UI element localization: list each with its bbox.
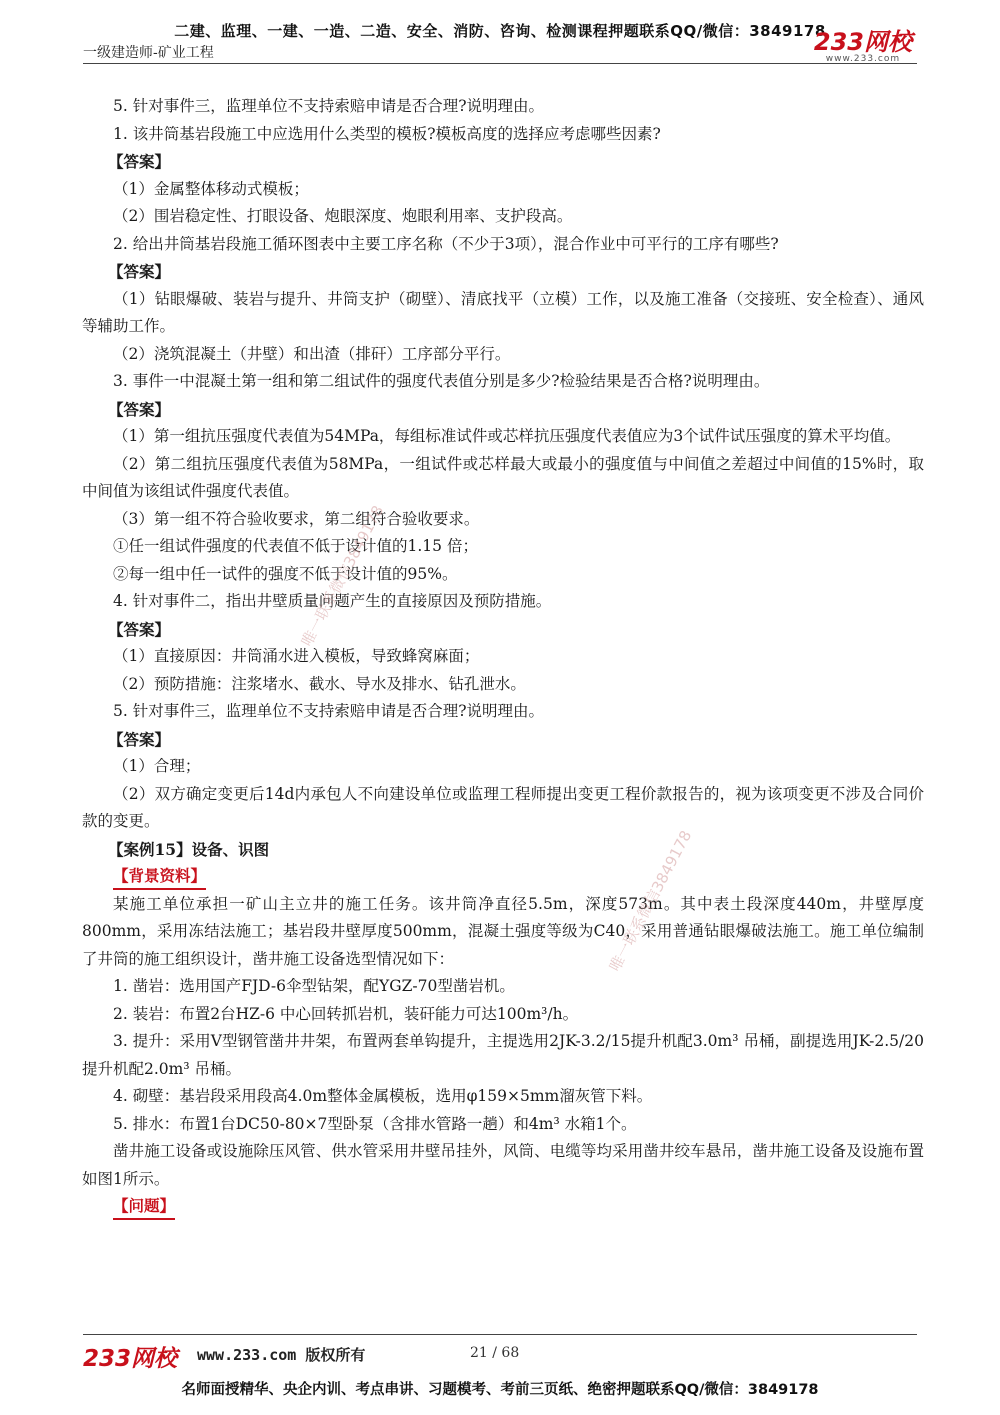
- brand-logo: [814, 30, 912, 64]
- answer-heading: 【答案】: [108, 729, 171, 749]
- header-banner: 二建、监理、一建、一造、二造、安全、消防、咨询、检测课程押题联系QQ/微信：3849178: [174, 22, 826, 40]
- paragraph: （3）第一组不符合验收要求，第二组符合验收要求。: [113, 509, 480, 528]
- paragraph: （1）合理；: [113, 757, 201, 775]
- footer-divider: [83, 1334, 917, 1335]
- copyright: [197, 1344, 365, 1365]
- paragraph: （2）围岩稳定性、打眼设备、炮眼深度、炮眼利用率、支护段高。: [113, 207, 573, 225]
- answer-heading: 【答案】: [108, 152, 171, 171]
- paragraph: （2）预防措施：注浆堵水、截水、导水及排水、钻孔泄水。: [113, 674, 526, 693]
- paragraph: （1）直接原因：井筒涌水进入模板，导致蜂窝麻面；: [113, 647, 480, 665]
- answer-heading: 【答案】: [108, 262, 171, 281]
- paragraph: （2）双方确定变更后14d内承包人不向建设单位或监理工程师提出变更工程价款报告的，视为该项变更不涉及合同价款的变更。: [82, 784, 924, 830]
- paragraph: （2）浇筑混凝土（井壁）和出渣（排矸）工序部分平行。: [113, 344, 511, 363]
- answer-heading: 【答案】: [108, 619, 171, 639]
- paragraph: 4. 针对事件二，指出井壁质量问题产生的直接原因及预防措施。: [113, 592, 552, 610]
- footer-logo: 233网校: [83, 1346, 178, 1372]
- paragraph: 凿井施工设备或设施除压风管、供水管采用井壁吊挂外，风筒、电缆等均采用凿井绞车悬吊，凿井施工设备及设施布置如图1所示。: [82, 1142, 924, 1188]
- paragraph: ①任一组试件强度的代表值不低于设计值的1.15 倍；: [113, 537, 478, 555]
- copyright-text: 版权所有: [305, 1346, 366, 1364]
- paragraph: 某施工单位承担一矿山主立井的施工任务。该井筒净直径5.5m，深度573m。其中表土段深度440m，井壁厚度800mm，采用冻结法施工；基岩段井壁厚度500mm，混凝土强度等级为C40，采用普通钻眼爆破法施工。施工单位编制了井筒的施工组织设计，凿井施工设备选型情况如下：: [82, 894, 924, 968]
- paragraph: 3. 提升：采用V型钢管凿井井架，布置两套单钩提升，主提选用2JK-3.2/15提升机配3.0m³ 吊桶，副提选用JK-2.5/20提升机配2.0m³ 吊桶。: [82, 1032, 924, 1078]
- answer-heading: 【答案】: [108, 399, 171, 419]
- paragraph: 3. 事件一中混凝土第一组和第二组试件的强度代表值分别是多少?检验结果是否合格?说明理由。: [113, 372, 770, 390]
- watermark: 唯一联系微信3849178: [605, 827, 696, 975]
- paragraph: 4. 砌壁：基岩段采用段高4.0m整体金属模板，选用φ159×5mm溜灰管下料。: [113, 1087, 653, 1105]
- section-tag: 【问题】: [113, 1194, 175, 1220]
- paragraph: 5. 针对事件三，监理单位不支持索赔申请是否合理?说明理由。: [113, 97, 545, 115]
- paragraph: 1. 凿岩：选用国产FJD-6伞型钻架，配YGZ-70型凿岩机。: [113, 977, 515, 995]
- header-divider: [83, 63, 917, 64]
- answer-heading: 【案例15】设备、识图: [108, 839, 270, 859]
- paragraph: 1. 该井筒基岩段施工中应选用什么类型的模板?模板高度的选择应考虑哪些因素?: [113, 124, 661, 143]
- footer-banner: 名师面授精华、央企内训、考点串讲、习题模考、考前三页纸、绝密押题联系QQ/微信：3849178: [181, 1382, 819, 1398]
- document-body: [82, 93, 924, 1221]
- paragraph: （2）第二组抗压强度代表值为58MPa，一组试件或芯样最大或最小的强度值与中间值之差超过中间值的15%时，取中间值为该组试件强度代表值。: [82, 454, 924, 500]
- watermark: 唯一联系微信3849178: [297, 502, 388, 650]
- paragraph: （1）第一组抗压强度代表值为54MPa，每组标准试件或芯样抗压强度代表值应为3个试件试压强度的算术平均值。: [113, 427, 901, 445]
- paragraph: 2. 装岩：布置2台HZ-6 中心回转抓岩机，装矸能力可达100m³/h。: [113, 1004, 579, 1023]
- paragraph: 2. 给出井筒基岩段施工循环图表中主要工序名称（不少于3项），混合作业中可平行的工序有哪些?: [113, 234, 779, 253]
- section-heading: [82, 1193, 924, 1221]
- logo-url: www.233.com: [825, 54, 901, 64]
- logo-text: 233网校: [813, 28, 912, 56]
- paragraph: 5. 排水：布置1台DC50-80×7型卧泵（含排水管路一趟）和4m³ 水箱1个。: [113, 1114, 637, 1133]
- document-subtitle: 一级建造师-矿业工程: [83, 45, 214, 61]
- paragraph: ②每一组中任一试件的强度不低于设计值的95%。: [113, 564, 458, 583]
- section-heading: [82, 863, 924, 891]
- paragraph: （1）金属整体移动式模板；: [113, 179, 309, 198]
- copyright-url: www.233.com: [197, 1346, 297, 1364]
- section-tag: 【背景资料】: [113, 864, 206, 890]
- paragraph: （1）钻眼爆破、装岩与提升、井筒支护（砌壁）、清底找平（立模）工作，以及施工准备（交接班、安全检查）、通风等辅助工作。: [82, 289, 924, 335]
- paragraph: 5. 针对事件三，监理单位不支持索赔申请是否合理?说明理由。: [113, 702, 545, 720]
- page-number: 21 / 68: [470, 1345, 520, 1361]
